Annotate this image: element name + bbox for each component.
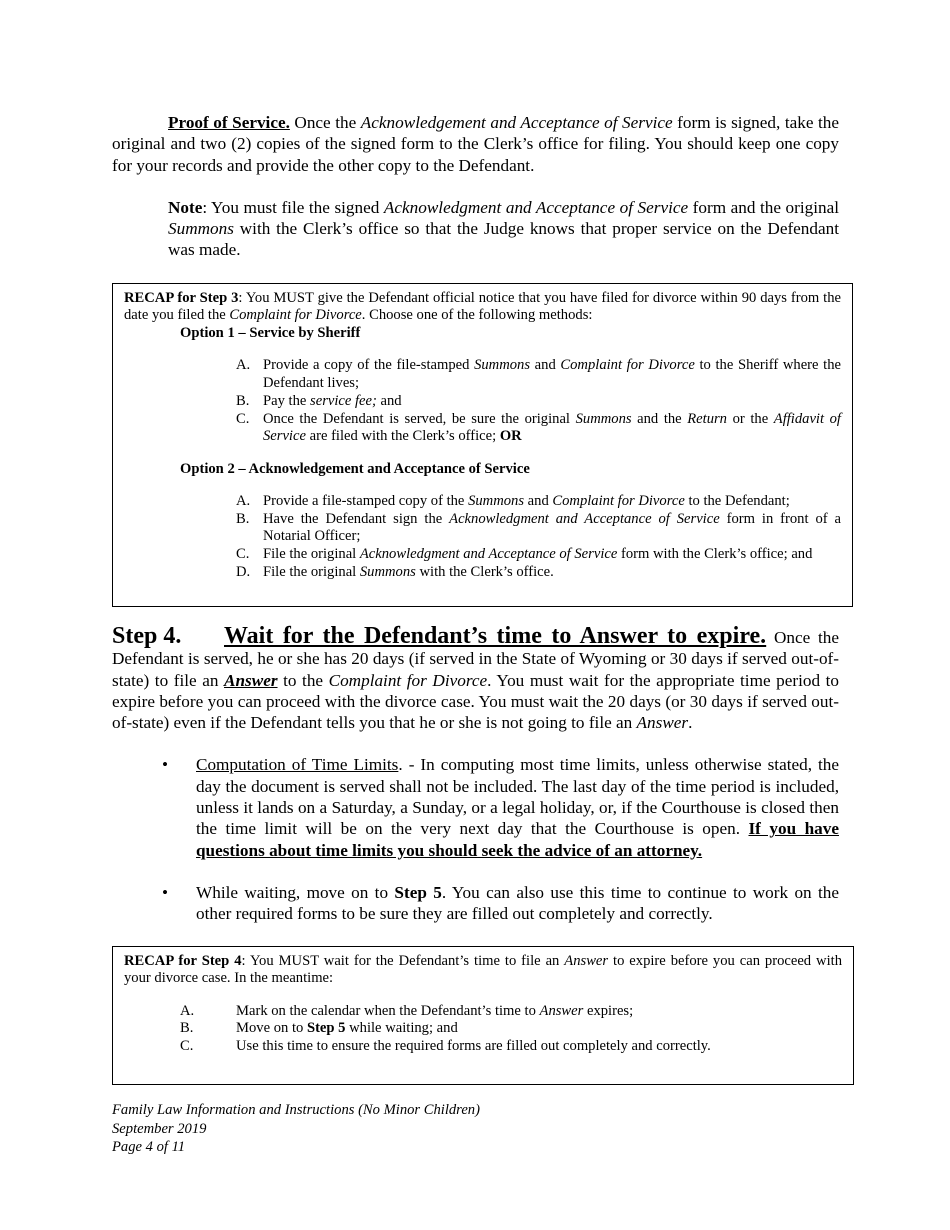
- list-item: • Computation of Time Limits. - In computing most time limits, unless otherwise stated, the day the document is served shall not be included. The last day of the time period is included, unless it lands on a Saturday, a Sunday, or a legal holiday, or, if the Courthouse is closed then the time limit will be on the very next day that the Courthouse is open. If you have questions about time limits you should seek the advice of an attorney.: [112, 754, 839, 860]
- recap-step-3-box: [112, 283, 853, 607]
- option-1-title: Option 1 – Service by Sheriff: [180, 325, 361, 342]
- list-item: A. Mark on the calendar when the Defendant’s time to Answer expires;: [180, 1002, 634, 1019]
- option-2-title: Option 2 – Acknowledgement and Acceptance of Service: [180, 460, 530, 477]
- recap-step-4-box: [112, 946, 854, 1086]
- recap-step-4-intro: RECAP for Step 4: You MUST wait for the Defendant’s time to file an Answer to expire before you can proceed with your divorce case. In the meantime:: [124, 952, 842, 987]
- time-limits-heading: Computation of Time Limits: [196, 755, 399, 775]
- step-4-number: Step 4.: [112, 623, 182, 649]
- list-item: C. File the original Acknowledgment and Acceptance of Service form with the Clerk’s office; and: [236, 546, 813, 562]
- list-item: D. File the original Summons with the Clerk’s office.: [236, 563, 554, 580]
- proof-of-service-heading: Proof of Service.: [168, 113, 290, 132]
- footer-date: September 2019: [112, 1120, 207, 1137]
- time-limits-advice: If you have questions about time limits you should seek the advice of an attorney.: [196, 819, 839, 860]
- footer-page-number: Page 4 of 11: [112, 1139, 186, 1155]
- step-4-bullets: [112, 754, 839, 924]
- note-label: Note: [168, 197, 203, 217]
- list-item: B. Move on to Step 5 while waiting; and: [180, 1020, 458, 1037]
- footer-title: Family Law Information and Instructions (No Minor Children): [112, 1102, 480, 1118]
- option-1-list: [236, 357, 841, 446]
- list-item: C. Once the Defendant is served, be sure the original Summons and the Return or the Affidavit of Service are filed with the Clerk’s office; OR: [236, 410, 841, 445]
- step-4-title: Wait for the Defendant’s time to Answer to expire.: [224, 623, 767, 649]
- list-item: A. Provide a file-stamped copy of the Summons and Complaint for Divorce to the Defendant;: [236, 492, 790, 509]
- step-4-paragraph: Step 4. Wait for the Defendant’s time to Answer to expire. Once the Defendant is served, he or she has 20 days (if served in the State of Wyoming or 30 days if served out-of-state) to file an Answer to the Complaint for Divorce. You must wait for the appropriate time period to expire before you can proceed with the divorce case. You must wait the 20 days (or 30 days if served out-of-state) even if the Defendant tells you that he or she is not going to file an Answer.: [112, 623, 839, 733]
- option-2-list: [236, 493, 841, 582]
- recap-step-4-list: [180, 1003, 842, 1056]
- page-footer: [112, 1101, 480, 1157]
- document-page: [112, 112, 842, 1085]
- list-item: B. Have the Defendant sign the Acknowledgment and Acceptance of Service form in front of a Notarial Officer;: [236, 510, 842, 545]
- list-item: • While waiting, move on to Step 5. You can also use this time to continue to work on the other required forms to be sure they are filled out completely and correctly.: [112, 882, 839, 925]
- recap-step-3-intro: RECAP for Step 3: You MUST give the Defendant official notice that you have filed for divorce within 90 days from the date you filed the Complaint for Divorce. Choose one of the following methods:: [124, 289, 841, 324]
- note-paragraph: Note: You must file the signed Acknowledgment and Acceptance of Service form and the original Summons with the Clerk’s office so that the Judge knows that proper service on the Defendant was made.: [168, 197, 840, 260]
- bullet-icon: •: [161, 755, 168, 775]
- bullet-icon: •: [161, 882, 168, 902]
- proof-of-service-paragraph: Proof of Service. Once the Acknowledgement and Acceptance of Service form is signed, take the original and two (2) copies of the signed form to the Clerk’s office for filing. You should keep one copy for your records and provide the other copy to the Defendant.: [112, 113, 839, 175]
- list-item: A. Provide a copy of the file-stamped Summons and Complaint for Divorce to the Sheriff where the Defendant lives;: [236, 357, 841, 392]
- list-item: C. Use this time to ensure the required forms are filled out completely and correctly.: [180, 1037, 711, 1054]
- list-item: B. Pay the service fee; and: [236, 392, 402, 409]
